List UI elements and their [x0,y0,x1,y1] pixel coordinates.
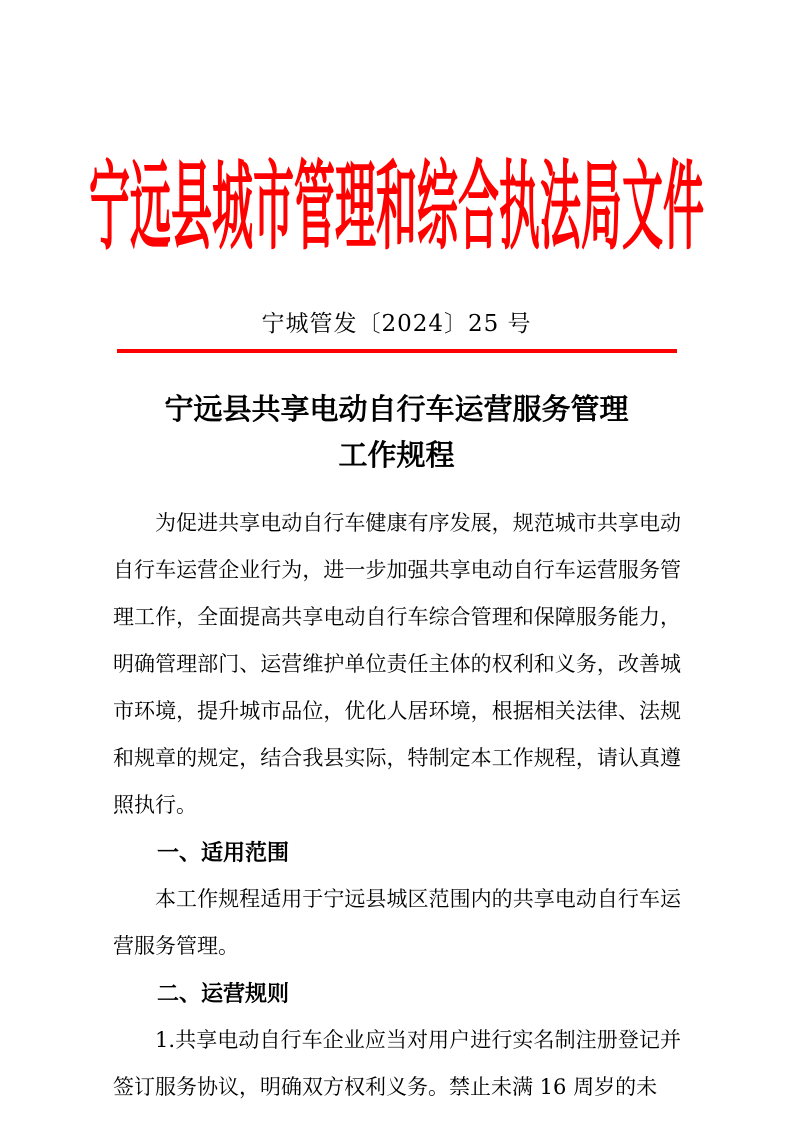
issuing-agency-banner: 宁远县城市管理和综合执法局文件 [89,152,704,262]
document-title [0,387,793,479]
section-heading-applicable-scope: 一、适用范围 [157,840,290,865]
document-title-line1: 宁远县共享电动自行车运营服务管理 [164,394,629,426]
section-2-paragraph-item-1: 1.共享电动自行车企业应当对用户进行实名制注册登记并签订服务协议，明确双方权利义务。禁止未满 16 周岁的未 [113,1028,681,1099]
section-heading-operation-rules: 二、运营规则 [157,981,290,1006]
section-1-paragraph: 本工作规程适用于宁远县城区范围内的共享电动自行车运营服务管理。 [113,887,681,958]
document-number: 宁城管发〔2024〕25 号 [261,311,532,337]
document-body [113,500,681,1111]
intro-paragraph: 为促进共享电动自行车健康有序发展，规范城市共享电动自行车运营企业行为，进一步加强共享电动自行车运营服务管理工作，全面提高共享电动自行车综合管理和保障服务能力，明确管理部门、运营维护单位责任主体的权利和义务，改善城市环境，提升城市品位，优化人居环境，根据相关法律、法规和规章的规定，结合我县实际，特制定本工作规程，请认真遵照执行。 [113,511,681,817]
red-divider-line [117,349,677,353]
document-title-line2: 工作规程 [338,440,455,472]
